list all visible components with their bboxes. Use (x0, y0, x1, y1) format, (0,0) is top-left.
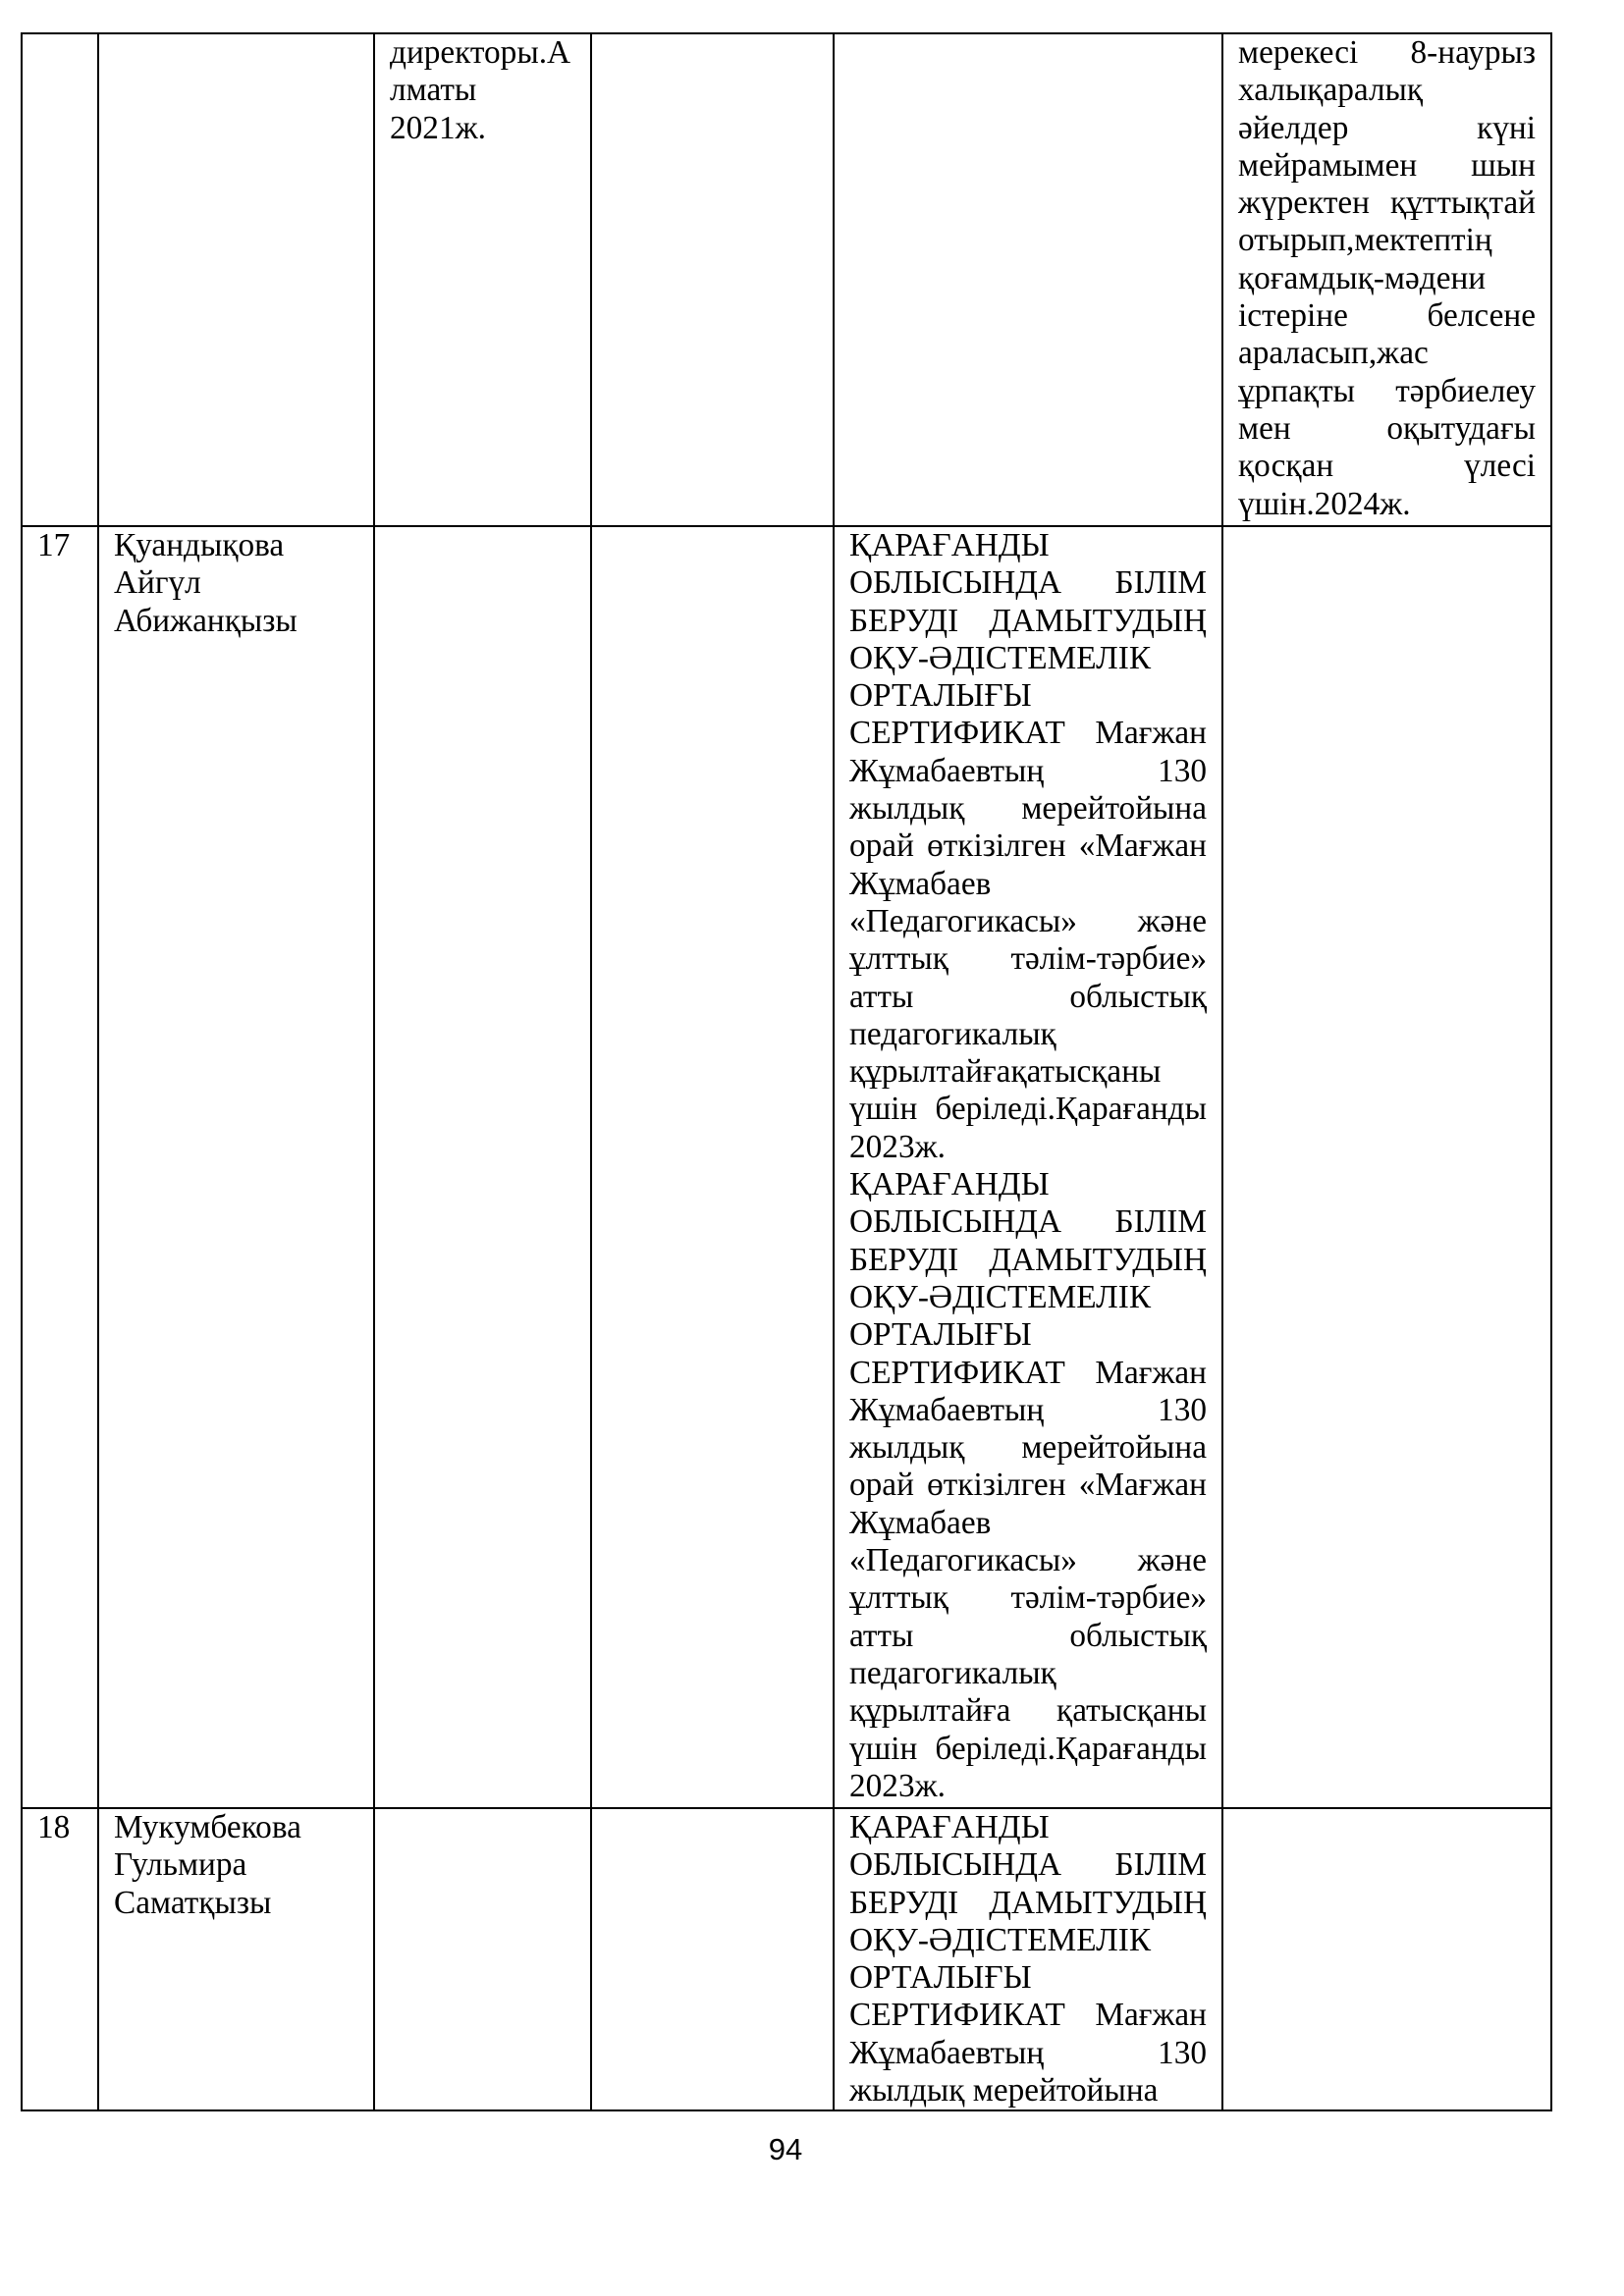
page-number: 94 (768, 2132, 803, 2166)
cell-certificate: ҚАРАҒАНДЫ ОБЛЫСЫНДА БІЛІМ БЕРУДІ ДАМЫТУДЫҢ ОҚУ-ӘДІСТЕМЕЛІК ОРТАЛЫҒЫ СЕРТИФИКАТ Мағжан Жұмабаевтың 130 жылдық мерейтойына (834, 1808, 1222, 2110)
cell-publication (374, 526, 591, 1808)
cell-publication: директоры.Алматы 2021ж. (374, 33, 591, 526)
cell-certificate: ҚАРАҒАНДЫ ОБЛЫСЫНДА БІЛІМ БЕРУДІ ДАМЫТУДЫҢ ОҚУ-ӘДІСТЕМЕЛІК ОРТАЛЫҒЫ СЕРТИФИКАТ Мағжан Жұмабаевтың 130 жылдық мерейтойына орай өткізілген «Мағжан Жұмабаев «Педагогикасы» және ұлттық тәлім-тәрбие» атты облыстық педагогикалық құрылтайғақатысқаны үшін беріледі.Қарағанды 2023ж. ҚАРАҒАНДЫ ОБЛЫСЫНДА БІЛІМ БЕРУДІ ДАМЫТУДЫҢ ОҚУ-ӘДІСТЕМЕЛІК ОРТАЛЫҒЫ СЕРТИФИКАТ Мағжан Жұмабаевтың 130 жылдық мерейтойына орай өткізілген «Мағжан Жұмабаев «Педагогикасы» және ұлттық тәлім-тәрбие» атты облыстық педагогикалық құрылтайға қатысқаны үшін беріледі.Қарағанды 2023ж. (834, 526, 1222, 1808)
cell-row-number: 17 (22, 526, 98, 1808)
cell-person-name (98, 33, 374, 526)
cell-commendation (1222, 526, 1551, 1808)
cell-row-number: 18 (22, 1808, 98, 2110)
cell-empty (591, 526, 834, 1808)
cell-certificate (834, 33, 1222, 526)
cell-empty (591, 1808, 834, 2110)
cell-empty (591, 33, 834, 526)
table-row-17 (22, 526, 1551, 1808)
cell-commendation (1222, 1808, 1551, 2110)
cell-publication (374, 1808, 591, 2110)
cell-person-name: Қуандықова Айгүл Абижанқызы (98, 526, 374, 1808)
cell-row-number (22, 33, 98, 526)
awards-table (21, 32, 1552, 2111)
cell-person-name: Мукумбекова Гульмира Саматқызы (98, 1808, 374, 2110)
cell-commendation: мерекесі 8-наурыз халықаралық әйелдер күні мейрамымен шын жүректен құттықтай отырып,мектептің қоғамдық-мәдени істеріне белсене араласып,жас ұрпақты тәрбиелеу мен оқытудағы қосқан үлесі үшін.2024ж. (1222, 33, 1551, 526)
table-row-18 (22, 1808, 1551, 2110)
table-row-continuation (22, 33, 1551, 526)
